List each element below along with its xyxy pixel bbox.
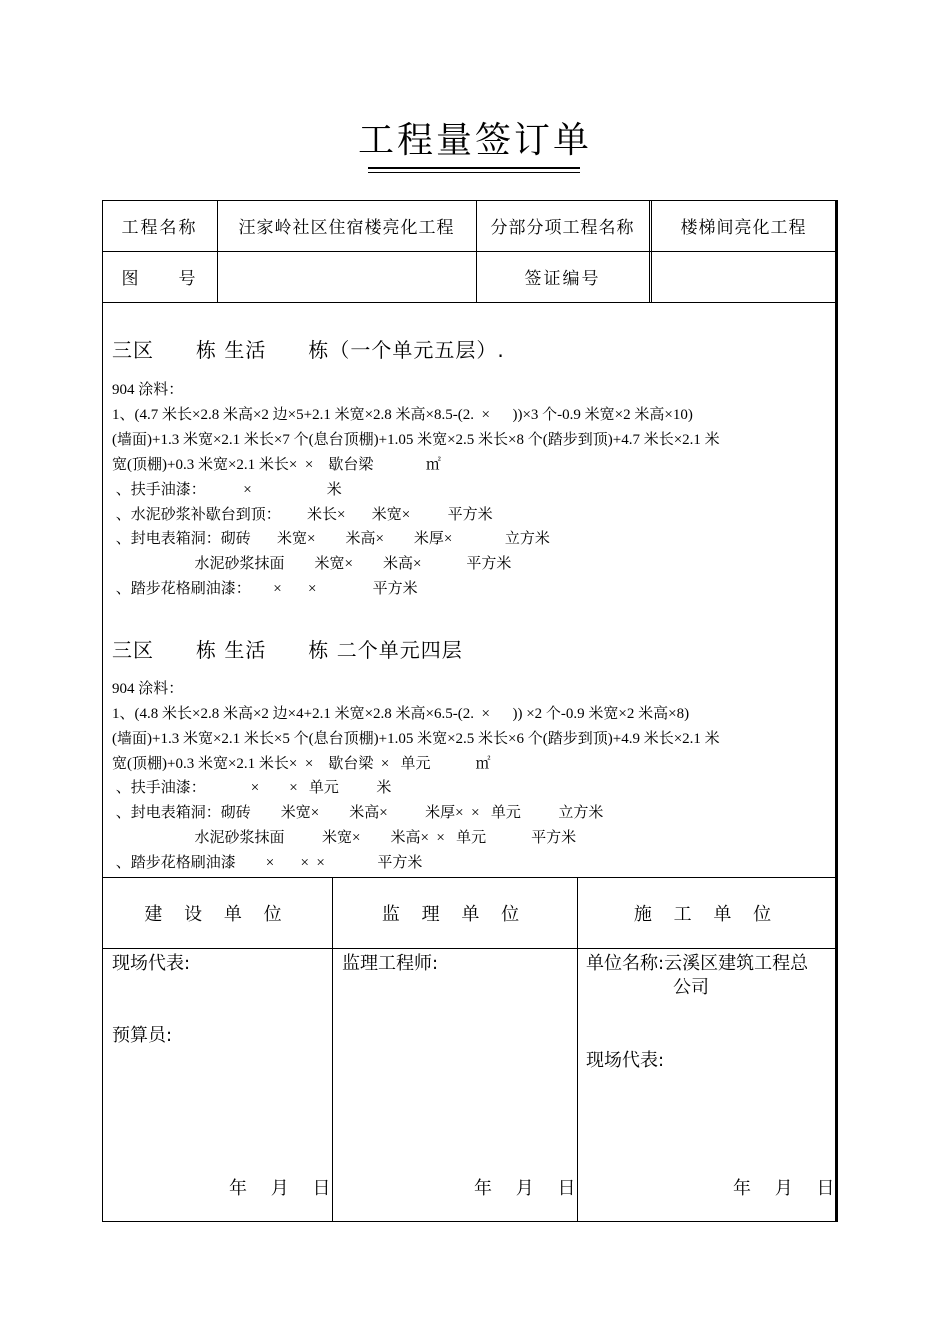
section2-line: 、封电表箱洞：砌砖 米宽× 米高× 米厚× × 单元 立方米: [112, 805, 604, 821]
project-name-value: 汪家岭社区住宿楼亮化工程: [238, 218, 455, 238]
section1-line: 1、(4.7 米长×2.8 米高×2 边×5+2.1 米宽×2.8 米高×8.5-(2. × ))×3 个-0.9 米宽×2 米高×10): [112, 407, 693, 423]
section1-line: 、踏步花格刷油漆： × × 平方米: [112, 581, 418, 597]
section1-line: 904 涂料：: [112, 382, 184, 398]
contractor-company-label-cont: 公司: [673, 977, 709, 998]
form-frame-right-edge: [836, 200, 838, 1222]
section2-line: 、扶手油漆： × × 单元 米: [112, 780, 392, 796]
section2-line: 、踏步花格刷油漆 × × × 平方米: [112, 855, 423, 871]
section1-line: (墙面)+1.3 米宽×2.1 米长×7 个(息台顶棚)+1.05 米宽×2.5 米长×8 个(踏步到顶)+4.7 米长×2.1 米: [112, 432, 720, 448]
contractor-company-label: 单位名称:云溪区建筑工程总: [586, 953, 809, 974]
section2-line: 宽(顶棚)+0.3 米宽×2.1 米长× × 歇台梁 × 单元 ㎡: [112, 756, 491, 772]
section1-line: 、水泥砂浆补歇台到顶： 米长× 米宽× 平方米: [112, 507, 493, 523]
section2-line: (墙面)+1.3 米宽×2.1 米长×5 个(息台顶棚)+1.05 米宽×2.5 米长×6 个(踏步到顶)+4.9 米长×2.1 米: [112, 731, 720, 747]
section1-line: 、扶手油漆： × 米: [112, 482, 342, 498]
sub-project-value: 楼梯间亮化工程: [680, 218, 807, 238]
title-underline-thick: [368, 167, 580, 169]
owner-date: 年 月 日: [229, 1178, 331, 1199]
contractor-date: 年 月 日: [733, 1178, 835, 1199]
drawing-no-label: 图 号: [121, 269, 198, 289]
supervisor-heading: 监 理 单 位: [381, 904, 528, 925]
owner-rep-label: 现场代表:: [112, 953, 191, 974]
signature-head-divider: [102, 948, 836, 949]
page-title: 工程量签订单: [357, 120, 592, 161]
section2-line: 水泥砂浆抹面 米宽× 米高× × 单元 平方米: [112, 830, 577, 846]
section2-line: 1、(4.8 米长×2.8 米高×2 边×4+2.1 米宽×2.8 米高×6.5-(2. × )) ×2 个-0.9 米宽×2 米高×8): [112, 706, 690, 722]
section2-line: 904 涂料：: [112, 681, 184, 697]
section2-title: 三区 栋 生活 栋 二个单元四层: [112, 638, 463, 662]
project-name-label: 工程名称: [121, 218, 198, 238]
owner-heading: 建 设 单 位: [144, 904, 290, 925]
contractor-heading: 施 工 单 位: [633, 904, 780, 925]
supervisor-date: 年 月 日: [474, 1178, 576, 1199]
drawing-no-value: [217, 251, 476, 302]
supervisor-engineer-label: 监理工程师:: [342, 953, 439, 974]
contractor-rep-label: 现场代表:: [586, 1050, 665, 1071]
section1-line: 宽(顶棚)+0.3 米宽×2.1 米长× × 歇台梁 ㎡: [112, 457, 441, 473]
header-bottom-divider: [102, 302, 836, 303]
section1-line: 水泥砂浆抹面 米宽× 米高× 平方米: [112, 556, 512, 572]
title-underline-thin: [368, 172, 580, 173]
visa-no-label: 签证编号: [524, 269, 601, 289]
owner-budget-label: 预算员:: [112, 1025, 173, 1046]
section1-title: 三区 栋 生活 栋（一个单元五层）.: [112, 338, 505, 362]
section1-line: 、封电表箱洞：砌砖 米宽× 米高× 米厚× 立方米: [112, 531, 550, 547]
header-col-divider-3: [649, 200, 650, 302]
sub-project-label: 分部分项工程名称: [490, 218, 635, 238]
visa-no-value: [651, 251, 836, 302]
